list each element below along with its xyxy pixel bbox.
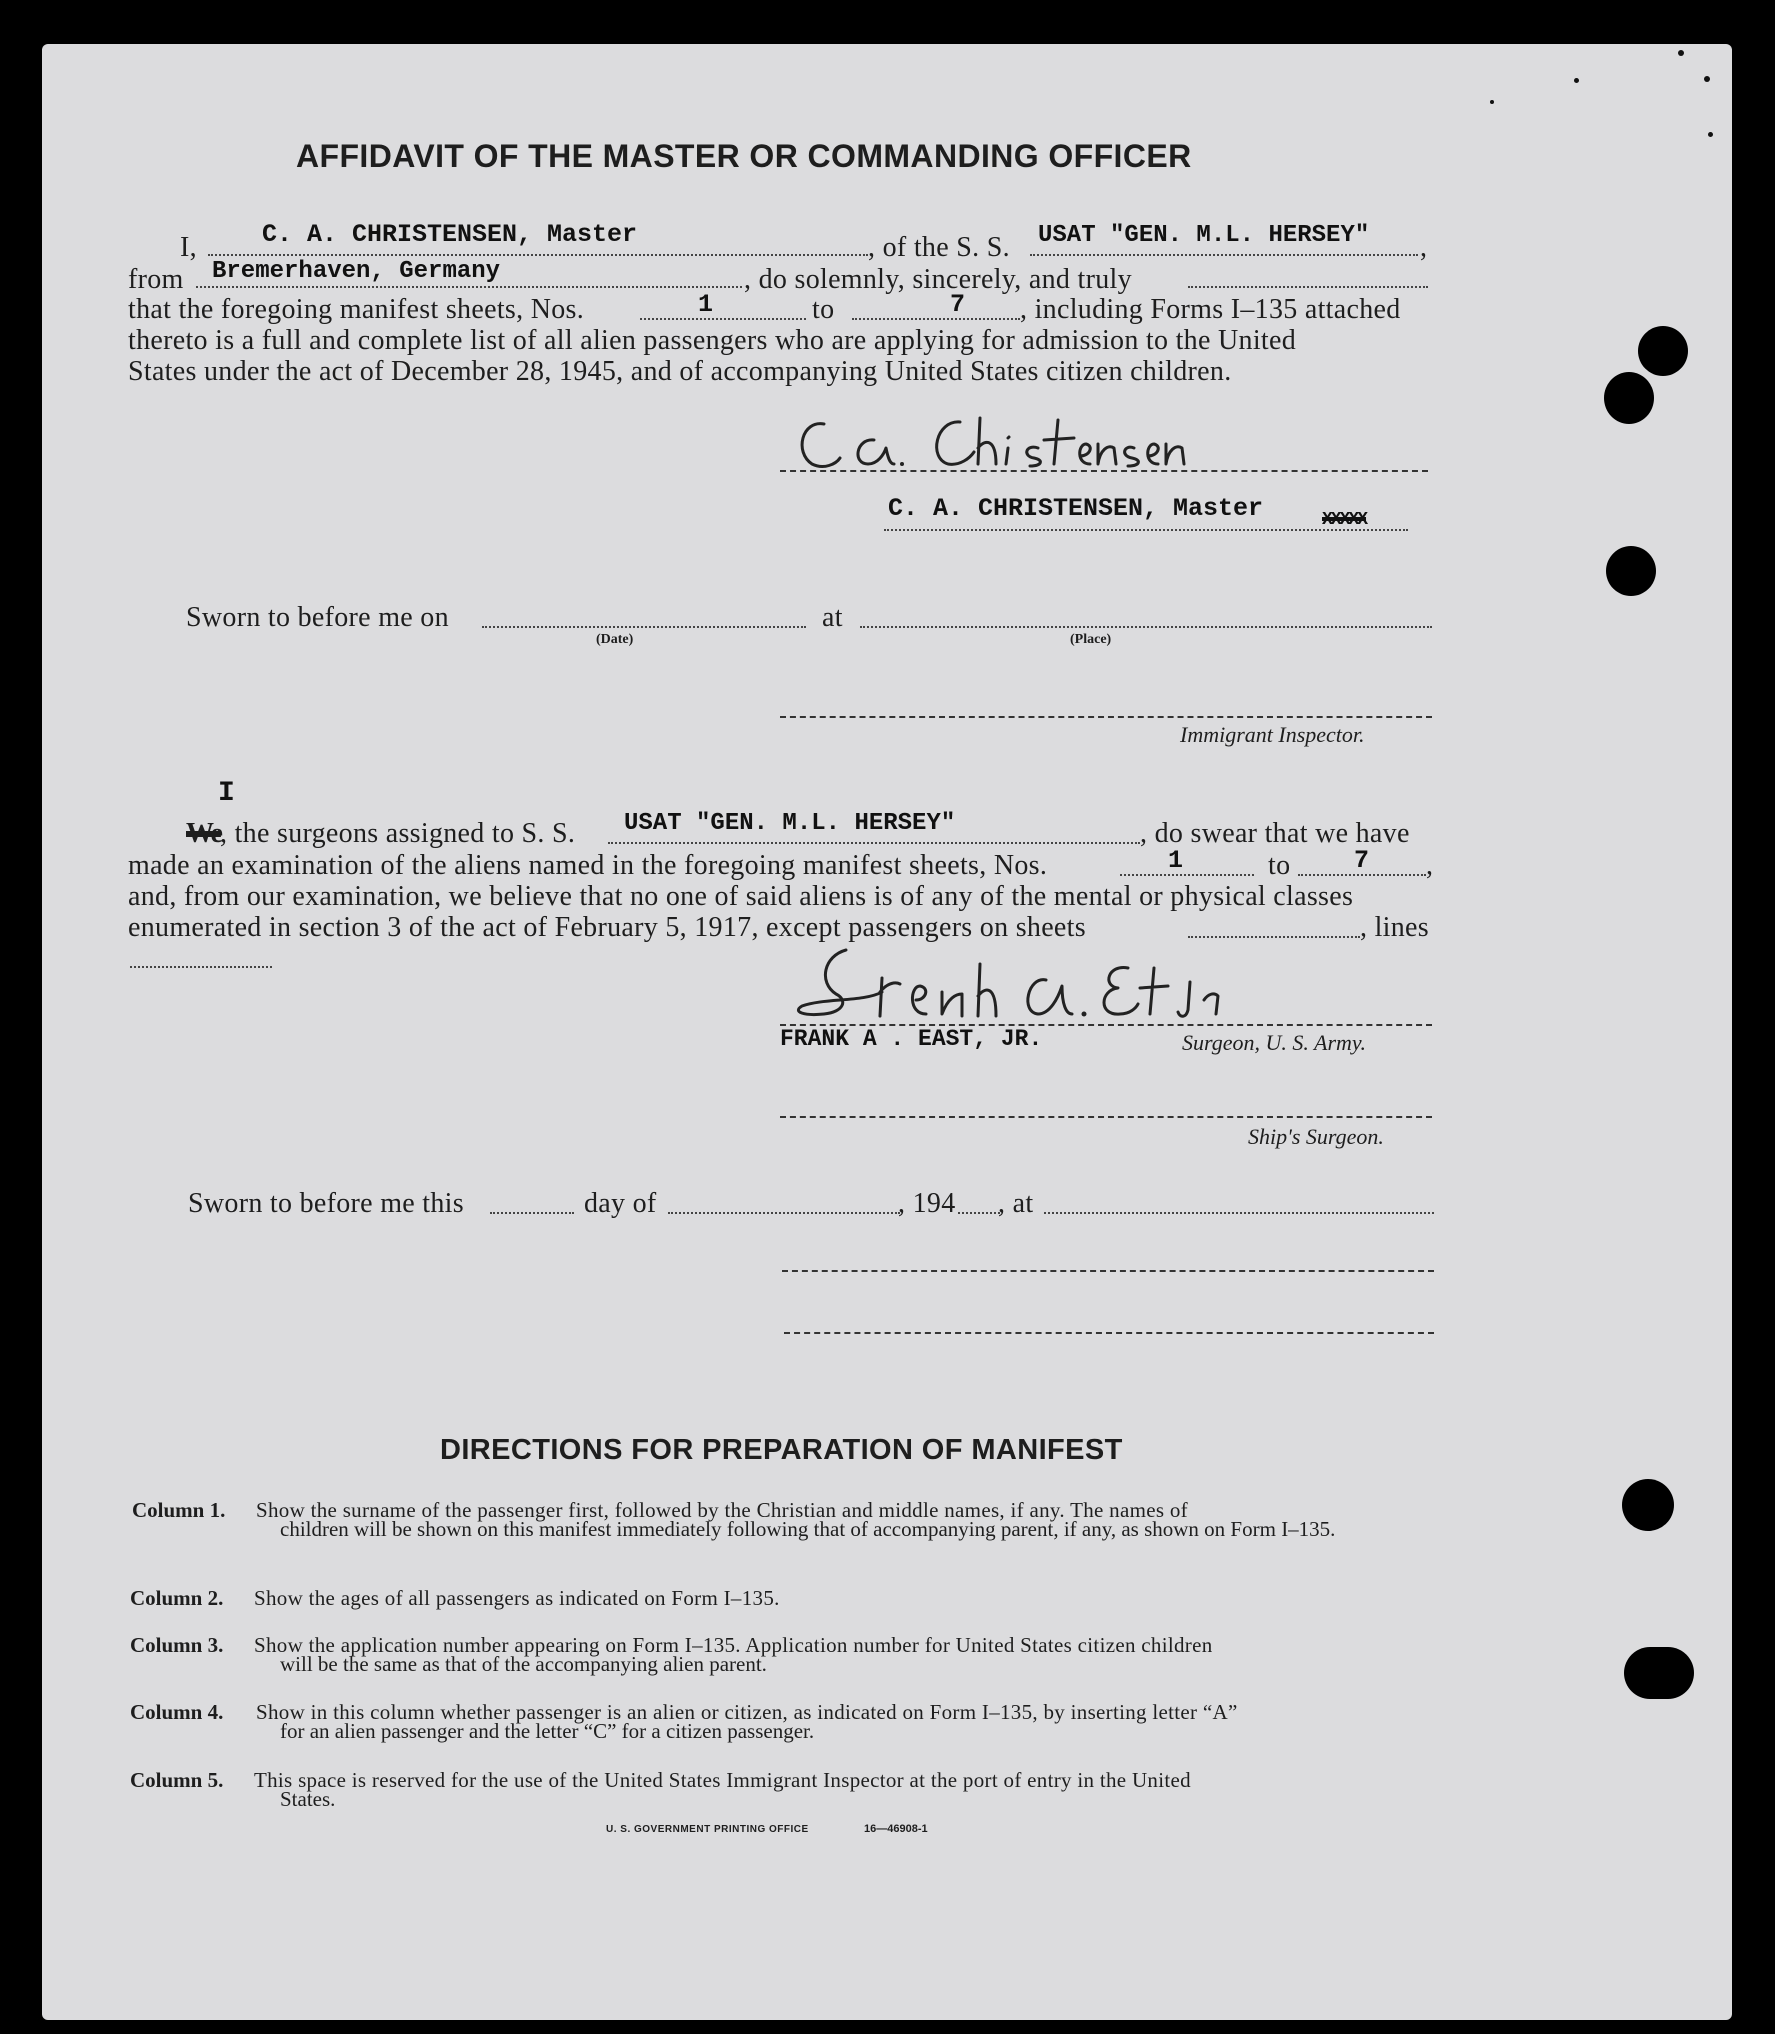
column-5-label: Column 5. [130, 1768, 224, 1792]
sworn2-place-line [1044, 1212, 1434, 1214]
punch-hole-2 [1604, 372, 1654, 424]
surgeons-to-label: to [1268, 850, 1291, 881]
solemnly-text: , do solemnly, sincerely, and truly [744, 264, 1132, 295]
punch-hole-4 [1622, 1479, 1674, 1531]
punch-hole-5 [1624, 1647, 1694, 1699]
sworn-day-line [490, 1212, 574, 1214]
except-sheets-line [1188, 936, 1360, 938]
punch-hole-3 [1606, 546, 1656, 596]
master-signature [790, 412, 1230, 478]
speck [1708, 132, 1713, 137]
comma: , [1420, 232, 1428, 263]
from-place: Bremerhaven, Germany [212, 258, 501, 285]
surgeons-sheet-from: 1 [1168, 846, 1184, 875]
ships-surgeon-line [780, 1116, 1432, 1118]
sheet-from: 1 [698, 290, 714, 319]
column-1-rest: children will be shown on this manifest immediately following that of accompanying parent, if any, as shown on Form I–135. [280, 1517, 1336, 1541]
column-3-line-1: Show the application number appearing on Form I–135. Application number for United States citizen children [254, 1633, 1213, 1657]
to-label: to [812, 294, 835, 325]
surgeons-line-2: made an examination of the aliens named in the foregoing manifest sheets, Nos. [128, 850, 1048, 881]
surgeons-sheet-from-line [1120, 874, 1254, 876]
of-ss-label: , of the S. S. [868, 232, 1010, 263]
column-5-line-1: This space is reserved for the use of the United States Immigrant Inspector at the port of entry in the United [254, 1768, 1191, 1792]
date-caption: (Date) [596, 632, 634, 647]
column-2-line-1: Show the ages of all passengers as indicated on Form I–135. [254, 1586, 780, 1610]
surgeons-line-4: enumerated in section 3 of the act of February 5, 1917, except passengers on sheets [128, 912, 1086, 943]
surgeons-line-3: and, from our examination, we believe that no one of said aliens is of any of the mental or physical classes [128, 881, 1354, 912]
column-4-label: Column 4. [130, 1700, 224, 1724]
intro-i: I, [180, 232, 197, 263]
surgeons-ship-name: USAT "GEN. M.L. HERSEY" [624, 810, 956, 837]
lines-label: , lines [1360, 912, 1429, 943]
sworn2-signature-line-2 [784, 1332, 1434, 1334]
punch-hole-1 [1638, 326, 1688, 376]
sworn2-signature-line-1 [782, 1270, 1434, 1272]
sworn-place-line [860, 626, 1432, 628]
inspector-signature-line [780, 716, 1432, 718]
column-1-line-1: Show the surname of the passenger first, followed by the Christian and middle names, if any. The names of [256, 1498, 1188, 1522]
column-2-label: Column 2. [130, 1586, 224, 1610]
affidavit-title: AFFIDAVIT OF THE MASTER OR COMMANDING OFFICER [296, 138, 1192, 174]
solemnly-line [1188, 286, 1428, 288]
sheet-to: 7 [950, 290, 966, 319]
column-5-rest: States. [280, 1787, 336, 1811]
manifest-sheets-text: that the foregoing manifest sheets, Nos. [128, 294, 585, 325]
surgeon-caption: Surgeon, U. S. Army. [1182, 1030, 1366, 1055]
sworn-on-label: Sworn to before me on [186, 602, 449, 633]
sworn-this-label: Sworn to before me this [188, 1188, 464, 1219]
master-name-line [208, 254, 868, 256]
place-caption: (Place) [1070, 632, 1112, 647]
sheet-from-line [640, 318, 806, 320]
column-4-rest: for an alien passenger and the letter “C” for a citizen passenger. [280, 1719, 815, 1743]
column-4-line-1: Show in this column whether passenger is an alien or citizen, as indicated on Form I–135, by inserting letter “A” [256, 1700, 1238, 1724]
sworn-at-label: at [822, 602, 843, 633]
struck-title: XXXXX [1322, 510, 1367, 530]
lines-value-line [130, 966, 272, 968]
speck [1704, 76, 1710, 82]
column-1-label: Column 1. [132, 1498, 226, 1522]
do-swear-text: , do swear that we have [1140, 818, 1410, 849]
column-3-rest: will be the same as that of the accompanying alien parent. [280, 1652, 767, 1676]
surgeons-sheet-to: 7 [1354, 846, 1370, 875]
struck-we: We [186, 818, 221, 849]
ship-name: USAT "GEN. M.L. HERSEY" [1038, 222, 1370, 249]
form-code: 16—46908-1 [864, 1823, 928, 1835]
year-label: , 194 [898, 1188, 956, 1219]
affidavit-line-4: thereto is a full and complete list of all alien passengers who are applying for admission to the United [128, 325, 1297, 356]
sheet-to-line [852, 318, 1020, 320]
master-printed-name: C. A. CHRISTENSEN, Master [888, 494, 1264, 523]
surgeons-ship-line [608, 842, 1140, 844]
year-line [958, 1212, 1000, 1214]
from-label: from [128, 264, 184, 295]
speck [1574, 78, 1579, 83]
affidavit-line-5: States under the act of December 28, 1945, and of accompanying United States citizen children. [128, 356, 1232, 387]
master-signature-line [780, 470, 1428, 472]
surgeons-line-1: , the surgeons assigned to S. S. [220, 818, 576, 849]
inspector-caption: Immigrant Inspector. [1180, 722, 1365, 747]
sworn-month-line [668, 1212, 900, 1214]
forms-attached-text: , including Forms I–135 attached [1020, 294, 1401, 325]
day-of-label: day of [584, 1188, 657, 1219]
column-3-label: Column 3. [130, 1633, 224, 1657]
sworn2-at-label: , at [998, 1188, 1034, 1219]
surgeons-comma: , [1426, 850, 1434, 881]
printer-imprint: U. S. GOVERNMENT PRINTING OFFICE [606, 1824, 809, 1835]
speck [1490, 100, 1494, 104]
from-place-line [196, 286, 742, 288]
inserted-i: I [218, 778, 235, 809]
ships-surgeon-caption: Ship's Surgeon. [1248, 1124, 1384, 1149]
surgeon-name: FRANK A . EAST, JR. [780, 1026, 1043, 1052]
directions-title: DIRECTIONS FOR PREPARATION OF MANIFEST [440, 1434, 1123, 1466]
speck [1678, 50, 1684, 56]
master-name: C. A. CHRISTENSEN, Master [262, 220, 638, 249]
sworn-date-line [482, 626, 806, 628]
ship-name-line [1030, 254, 1418, 256]
